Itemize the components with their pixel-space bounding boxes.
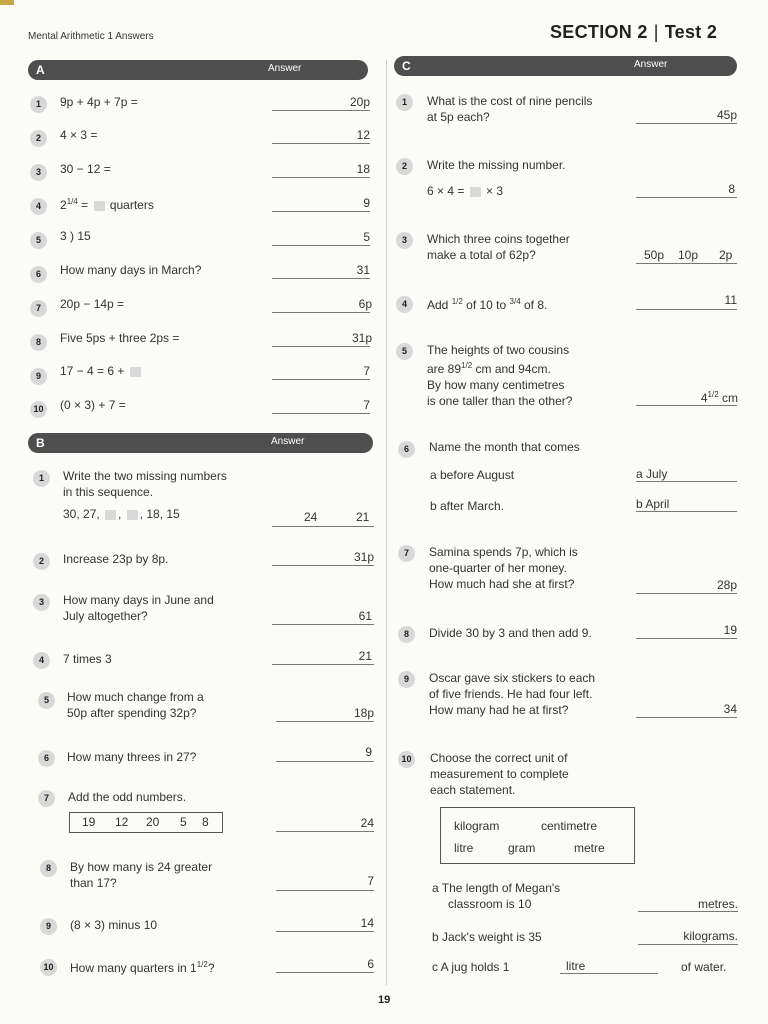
question-number: 7 [38,790,55,807]
answer-line [272,110,370,111]
answer-line [272,624,374,625]
unit-option: metre [574,841,605,855]
answer: 34 [723,702,737,716]
test-label: Test 2 [664,22,718,42]
question-number: 1 [396,94,413,111]
question-number: 6 [398,441,415,458]
answer-line [276,890,374,891]
answer: 61 [358,609,372,623]
question-number: 9 [30,368,47,385]
missing-box [94,201,105,211]
answer-line [638,911,738,912]
question-part-a: a The length of Megan's classroom is 10 [432,881,561,911]
question-text: 7 times 3 [63,652,112,666]
question-text: Five 5ps + three 2ps = [60,331,180,345]
answer-line [636,717,737,718]
column-divider [386,60,387,985]
question-part-b: b Jack's weight is 35 [432,930,542,944]
missing-box [470,187,481,197]
question-number: 10 [30,401,47,418]
answer-line [272,526,374,527]
question-number: 9 [398,671,415,688]
question-number: 6 [38,750,55,767]
question-text: $2^{1/4}$ = quarters [60,197,154,212]
section-b-letter: B [36,436,45,450]
question-text: 20p − 14p = [60,297,125,311]
section-a-letter: A [36,63,45,77]
answer-line [272,245,370,246]
answer-line [276,761,374,762]
answer-line [636,309,737,310]
question-number: 8 [30,334,47,351]
answer: 31p [351,331,372,345]
question-text: How many quarters in $1^{1/2}$? [70,960,215,975]
question-number: 8 [40,860,57,877]
answer: litre [566,959,586,973]
section-b-header [28,433,373,453]
question-number: 7 [398,545,415,562]
fraction: 1/2 [196,960,208,969]
question-number: 5 [396,343,413,360]
missing-box [127,510,138,520]
fraction: 1/4 [66,197,78,206]
question-part-b: b after March. [430,499,505,513]
question-text: How many days in March? [60,263,202,277]
answer: 20p [349,95,370,109]
question-text: How many threes in 27? [67,750,197,764]
question-text: Choose the correct unit of measurement to complete each statement. [430,751,569,797]
answer: 7 [363,364,370,378]
answer: 7 [363,398,370,412]
question-part-c: c A jug holds 1 [432,960,510,974]
fraction: 1/2 [451,297,463,306]
question-number: 8 [398,626,415,643]
question-number: 3 [396,232,413,249]
answer: 14 [360,916,374,930]
question-text: 9p + 4p + 7p = [60,95,138,109]
answer-line [636,638,737,639]
answer-header: Answer [271,436,305,447]
answer: 18 [356,162,370,176]
answer-header: Answer [634,59,668,70]
question-text: (8 × 3) minus 10 [70,918,158,932]
question-number: 10 [40,959,57,976]
question-number: 1 [33,470,50,487]
answer-line [272,143,370,144]
answer: 9 [363,196,370,210]
answer: 8 [728,182,735,196]
section-a-header [28,60,368,80]
answer-line [272,346,370,347]
answer: 28p [716,578,737,592]
question-text: Write the missing number. 6 × 4 = × 3 [427,158,566,198]
answer: 19 [723,623,737,637]
question-number: 5 [38,692,55,709]
answer-line [272,565,374,566]
question-text: (0 × 3) + 7 = [60,398,126,412]
question-text: By how many is 24 greater than 17? [70,860,213,890]
missing-box [130,367,141,377]
question-number: 6 [30,266,47,283]
question-number: 2 [33,553,50,570]
answer-line [276,831,374,832]
question-text: Divide 30 by 3 and then add 9. [429,626,592,640]
answer: 6p [358,297,372,311]
question-text: Increase 23p by 8p. [63,552,169,566]
answer: 6 [367,957,374,971]
answer: $4^{1/2}$ cm [700,390,738,405]
question-text: Name the month that comes [429,440,580,454]
answer: 31p [353,550,374,564]
answer: 5 [363,230,370,244]
number-cell: 20 [146,815,160,829]
question-part-c-tail: of water. [681,960,727,974]
answer: 2p [719,248,733,262]
question-number: 7 [30,300,47,317]
question-text: Add $^{1/2}$ of 10 to $^{3/4}$ of 8. [427,297,548,312]
answer-line [636,593,737,594]
answer: 12 [356,128,370,142]
answer: 7 [367,874,374,888]
question-number: 10 [398,751,415,768]
answer-line [636,405,737,406]
unit-option: litre [454,841,474,855]
answer-header: Answer [268,63,302,74]
answer-line [276,972,374,973]
answer-line [276,721,374,722]
answer-line [636,511,737,512]
question-text: How many days in June and July altogether? [63,593,214,623]
answer: 24 [360,816,374,830]
answer: 31 [356,263,370,277]
question-text: Samina spends 7p, which is one-quarter of her money. How much had she at first? [429,545,578,591]
answer: 45p [716,108,737,122]
question-number: 4 [30,198,47,215]
answer: b April [636,497,670,511]
units-box [440,807,635,864]
answer: 11 [724,293,737,307]
answer: 24 [304,510,318,524]
section-c-letter: C [402,59,411,73]
question-number: 2 [396,158,413,175]
answer-line [272,177,370,178]
number-cell: 12 [115,815,129,829]
question-text: Write the two missing numbers in this sequence. 30, 27, , , 18, 15 [63,469,227,521]
number-cell: 19 [82,815,96,829]
number-cell: 5 [180,815,187,829]
answer: 9 [365,745,372,759]
answer: 21 [358,649,372,663]
answer-line [636,481,737,482]
number-cell: 8 [202,815,209,829]
question-text: 3 ) 15 [60,229,91,243]
answer: metres. [697,897,738,911]
answer: a July [636,467,668,481]
question-text: Which three coins together make a total of 62p? [427,232,570,262]
answer: 18p [353,706,374,720]
question-part-a: a before August [430,468,515,482]
question-text: What is the cost of nine pencils at 5p each? [427,94,593,124]
answer: kilograms. [683,929,738,943]
question-text: 17 − 4 = 6 + [60,363,143,379]
answer-line [636,197,737,198]
missing-box [105,510,116,520]
answer-line [276,931,374,932]
question-text: Oscar gave six stickers to each of five friends. He had four left. How many had he at first? [429,671,596,717]
section-label: SECTION 2 [550,22,648,42]
answer-line [638,944,738,945]
question-text: Add the odd numbers. [68,790,187,804]
question-text: The heights of two cousins are $89^{1/2}$ cm and 94cm. By how many centimetres is one taller than the other? [427,343,573,408]
question-text: 30 − 12 = [60,162,111,176]
fraction: 1/2 [707,390,719,399]
unit-option: gram [508,841,536,855]
answer-line [272,278,370,279]
unit-option: kilogram [454,819,500,833]
odd-numbers-box [69,812,223,833]
question-number: 2 [30,130,47,147]
fraction: 1/2 [461,361,473,370]
question-text: 4 × 3 = [60,128,98,142]
question-number: 5 [30,232,47,249]
fraction: 3/4 [509,297,521,306]
question-number: 4 [33,652,50,669]
book-title: Mental Arithmetic 1 Answers [28,31,154,42]
answer-line [636,263,737,264]
question-number: 9 [40,918,57,935]
question-number: 1 [30,96,47,113]
answer: 21 [356,510,370,524]
answer-line [272,413,370,414]
section-title: SECTION 2 | Test 2 [550,22,718,42]
section-c-header [394,56,737,76]
answer-line [272,211,370,212]
unit-option: centimetre [541,819,598,833]
answer-line [272,379,370,380]
question-number: 3 [33,594,50,611]
question-number: 3 [30,164,47,181]
answer: 10p [678,248,699,262]
question-number: 4 [396,296,413,313]
page-number: 19 [378,994,391,1006]
answer-line [636,123,737,124]
corner-mark [0,0,14,5]
answer-line [272,664,374,665]
answer: 50p [644,248,665,262]
question-text: How much change from a 50p after spending 32p? [67,690,204,720]
answer-line [272,312,370,313]
